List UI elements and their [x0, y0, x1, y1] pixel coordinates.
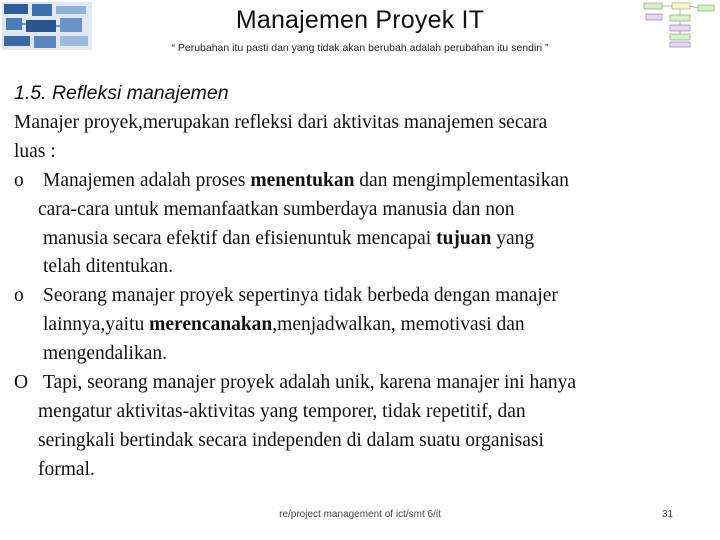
bullet-marker: O	[14, 372, 29, 394]
slide-title: Manajemen Proyek IT	[235, 6, 485, 34]
bullet-3-line-2: mengatur aktivitas-aktivitas yang temporer, tidak repetitif, dan	[38, 400, 526, 422]
slide-footer: re/project management of ict/smt 6/it	[279, 509, 441, 520]
bullet-2-line-1: o Seorang manajer proyek sepertinya tidak berbeda dengan manajer	[14, 282, 704, 311]
bullet-2-line-2: lainnya,yaitu merencanakan,menjadwalkan, memotivasi dan	[43, 314, 525, 336]
bullet-3-line-4: formal.	[38, 458, 95, 480]
bullet-3-line-3: seringkali bertindak secara independen di dalam suatu organisasi	[38, 429, 544, 451]
emphasis-menentukan: menentukan	[250, 169, 355, 191]
intro-line-1: Manajer proyek,merupakan refleksi dari aktivitas manajemen secara	[14, 112, 548, 133]
slide-subtitle-quote: “ Perubahan itu pasti dan yang tidak akan berubah adalah perubahan itu sendiri ”	[171, 42, 549, 54]
emphasis-tujuan: tujuan	[436, 227, 492, 249]
intro-line-2: luas :	[14, 140, 56, 162]
page-number: 31	[662, 509, 674, 520]
bullet-1-line-3: manusia secara efektif dan efisienuntuk mencapai tujuan yang	[43, 227, 535, 249]
bullet-1-line-4: telah ditentukan.	[43, 256, 173, 278]
bullet-3-line-1: O Tapi, seorang manajer proyek adalah unik, karena manajer ini hanya	[14, 369, 704, 398]
section-heading: 1.5. Refleksi manajemen	[14, 82, 229, 104]
bullet-2-line-3: mengendalikan.	[43, 343, 167, 365]
emphasis-merencanakan: merencanakan	[149, 314, 273, 336]
bullet-marker: o	[14, 169, 24, 191]
bullet-marker: o	[14, 285, 24, 307]
bullet-1-line-2: cara-cara untuk memanfaatkan sumberdaya manusia dan non	[38, 198, 515, 220]
slide-body	[14, 109, 704, 485]
bullet-1-line-1: o Manajemen adalah proses menentukan dan mengimplementasikan	[14, 167, 704, 196]
